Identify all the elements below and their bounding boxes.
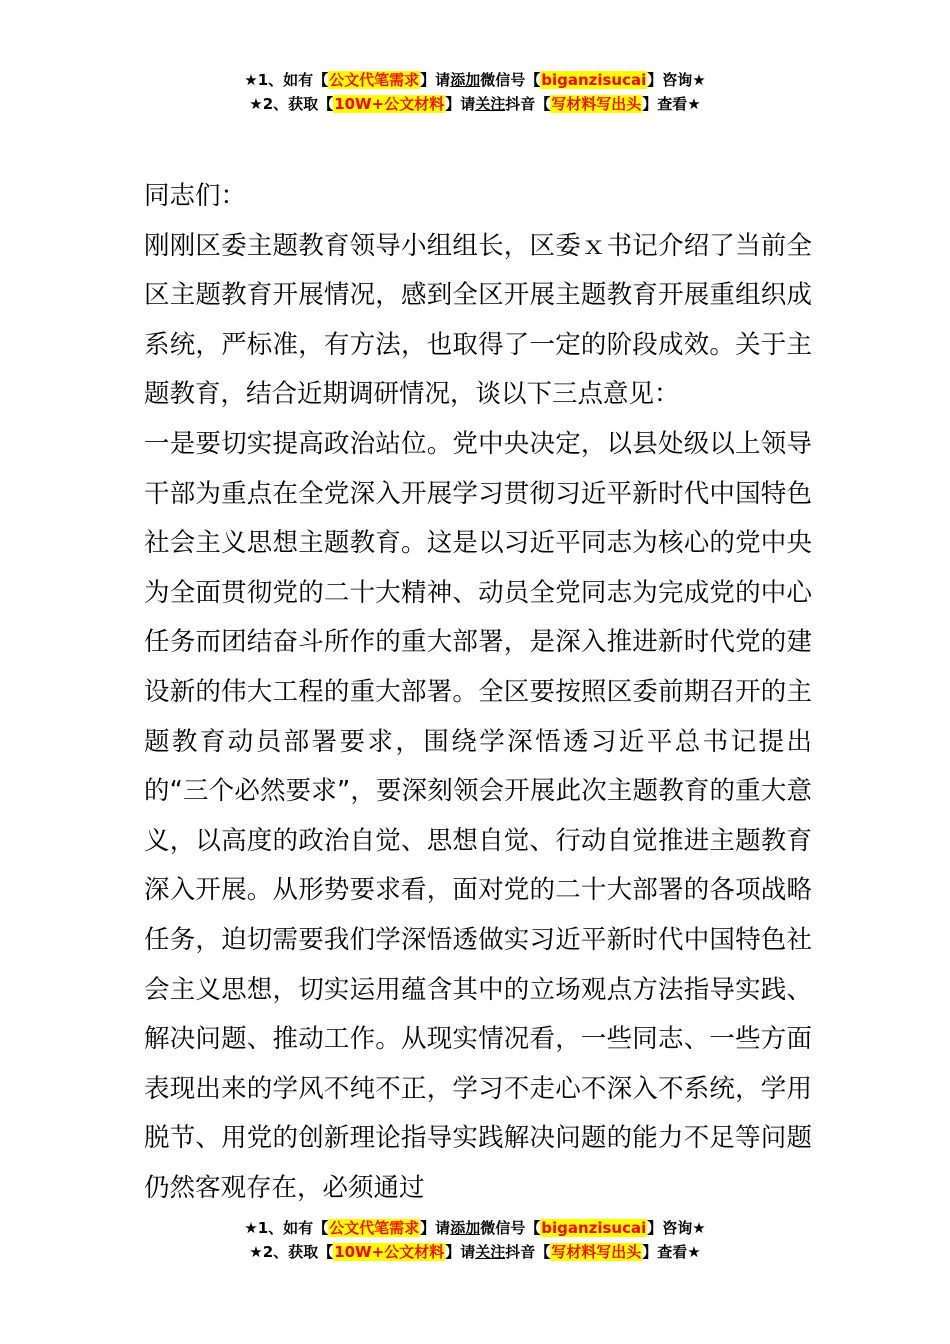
footer-line-1-highlight-2: biganzisucai	[541, 1219, 647, 1237]
footer-line-1-suffix: 】咨询★	[647, 1219, 706, 1237]
banner-line-2-mid-1: 】请	[445, 95, 476, 113]
banner-line-2-highlight-1: 10W+公文材料	[334, 95, 445, 113]
banner-line-2-suffix: 】查看★	[642, 95, 701, 113]
paragraph-point-one: 一是要切实提高政治站位。党中央决定，以县处级以上领导干部为重点在全党深入开展学习贯彻习近平新时代中国特色社会主义思想主题教育。这是以习近平同志为核心的党中央为全面贯彻党的二十大精神、动员全党同志为完成党的中心任务而团结奋斗所作的重大部署，是深入推进新时代党的建设新的伟大工程的重大部署。全区要按照区委前期召开的主题教育动员部署要求，围绕学深悟透习近平总书记提出的“三个必然要求”，要深刻领会开展此次主题教育的重大意义，以高度的政治自觉、思想自觉、行动自觉推进主题教育深入开展。从形势要求看，面对党的二十大部署的各项战略任务，迫切需要我们学深悟透做实习近平新时代中国特色社会主义思想，切实运用蕴含其中的立场观点方法指导实践、解决问题、推动工作。从现实情况看，一些同志、一些方面表现出来的学风不纯不正，学习不走心不深入不系统，学用脱节、用党的创新理论指导实践解决问题的能力不足等问题仍然客观存在，必须通过	[144, 428, 812, 1203]
salutation: 同志们：	[144, 181, 247, 211]
footer-banner	[0, 1216, 950, 1264]
banner-line-1-underline: 添加	[450, 71, 481, 89]
banner-line-1-mid-2: 微信号【	[480, 71, 541, 89]
banner-line-2	[0, 92, 950, 116]
banner-line-2-mid-2: 抖音【	[505, 95, 551, 113]
footer-line-1-mid-2: 微信号【	[480, 1219, 541, 1237]
banner-line-2-underline: 关注	[475, 95, 506, 113]
footer-line-2-mid-1: 】请	[445, 1243, 476, 1261]
footer-line-1-highlight-1: 公文代笔需求	[329, 1219, 420, 1237]
banner-line-1-prefix: ★1、如有【	[244, 71, 329, 89]
footer-line-2-highlight-1: 10W+公文材料	[334, 1243, 445, 1261]
footer-line-2-mid-2: 抖音【	[505, 1243, 551, 1261]
footer-banner-line-1	[0, 1216, 950, 1240]
footer-line-1-underline: 添加	[450, 1219, 481, 1237]
banner-line-1-mid-1: 】请	[420, 71, 451, 89]
paragraph-intro: 刚刚区委主题教育领导小组组长，区委ｘ书记介绍了当前全区主题教育开展情况，感到全区开展主题教育开展重组织成系统，严标准，有方法，也取得了一定的阶段成效。关于主题教育，结合近期调研情况，谈以下三点意见：	[144, 230, 812, 410]
banner-line-1-suffix: 】咨询★	[647, 71, 706, 89]
banner-line-1-highlight-2: biganzisucai	[541, 71, 647, 89]
banner-line-2-prefix: ★2、获取【	[249, 95, 334, 113]
banner-line-1-highlight-1: 公文代笔需求	[329, 71, 420, 89]
footer-line-1-mid-1: 】请	[420, 1219, 451, 1237]
footer-banner-line-2	[0, 1240, 950, 1264]
footer-line-2-prefix: ★2、获取【	[249, 1243, 334, 1261]
footer-line-2-suffix: 】查看★	[642, 1243, 701, 1261]
footer-line-1-prefix: ★1、如有【	[244, 1219, 329, 1237]
footer-line-2-underline: 关注	[475, 1243, 506, 1261]
header-banner	[0, 68, 950, 116]
document-body	[144, 172, 812, 1213]
banner-line-2-highlight-2: 写材料写出头	[551, 95, 642, 113]
banner-line-1	[0, 68, 950, 92]
footer-line-2-highlight-2: 写材料写出头	[551, 1243, 642, 1261]
